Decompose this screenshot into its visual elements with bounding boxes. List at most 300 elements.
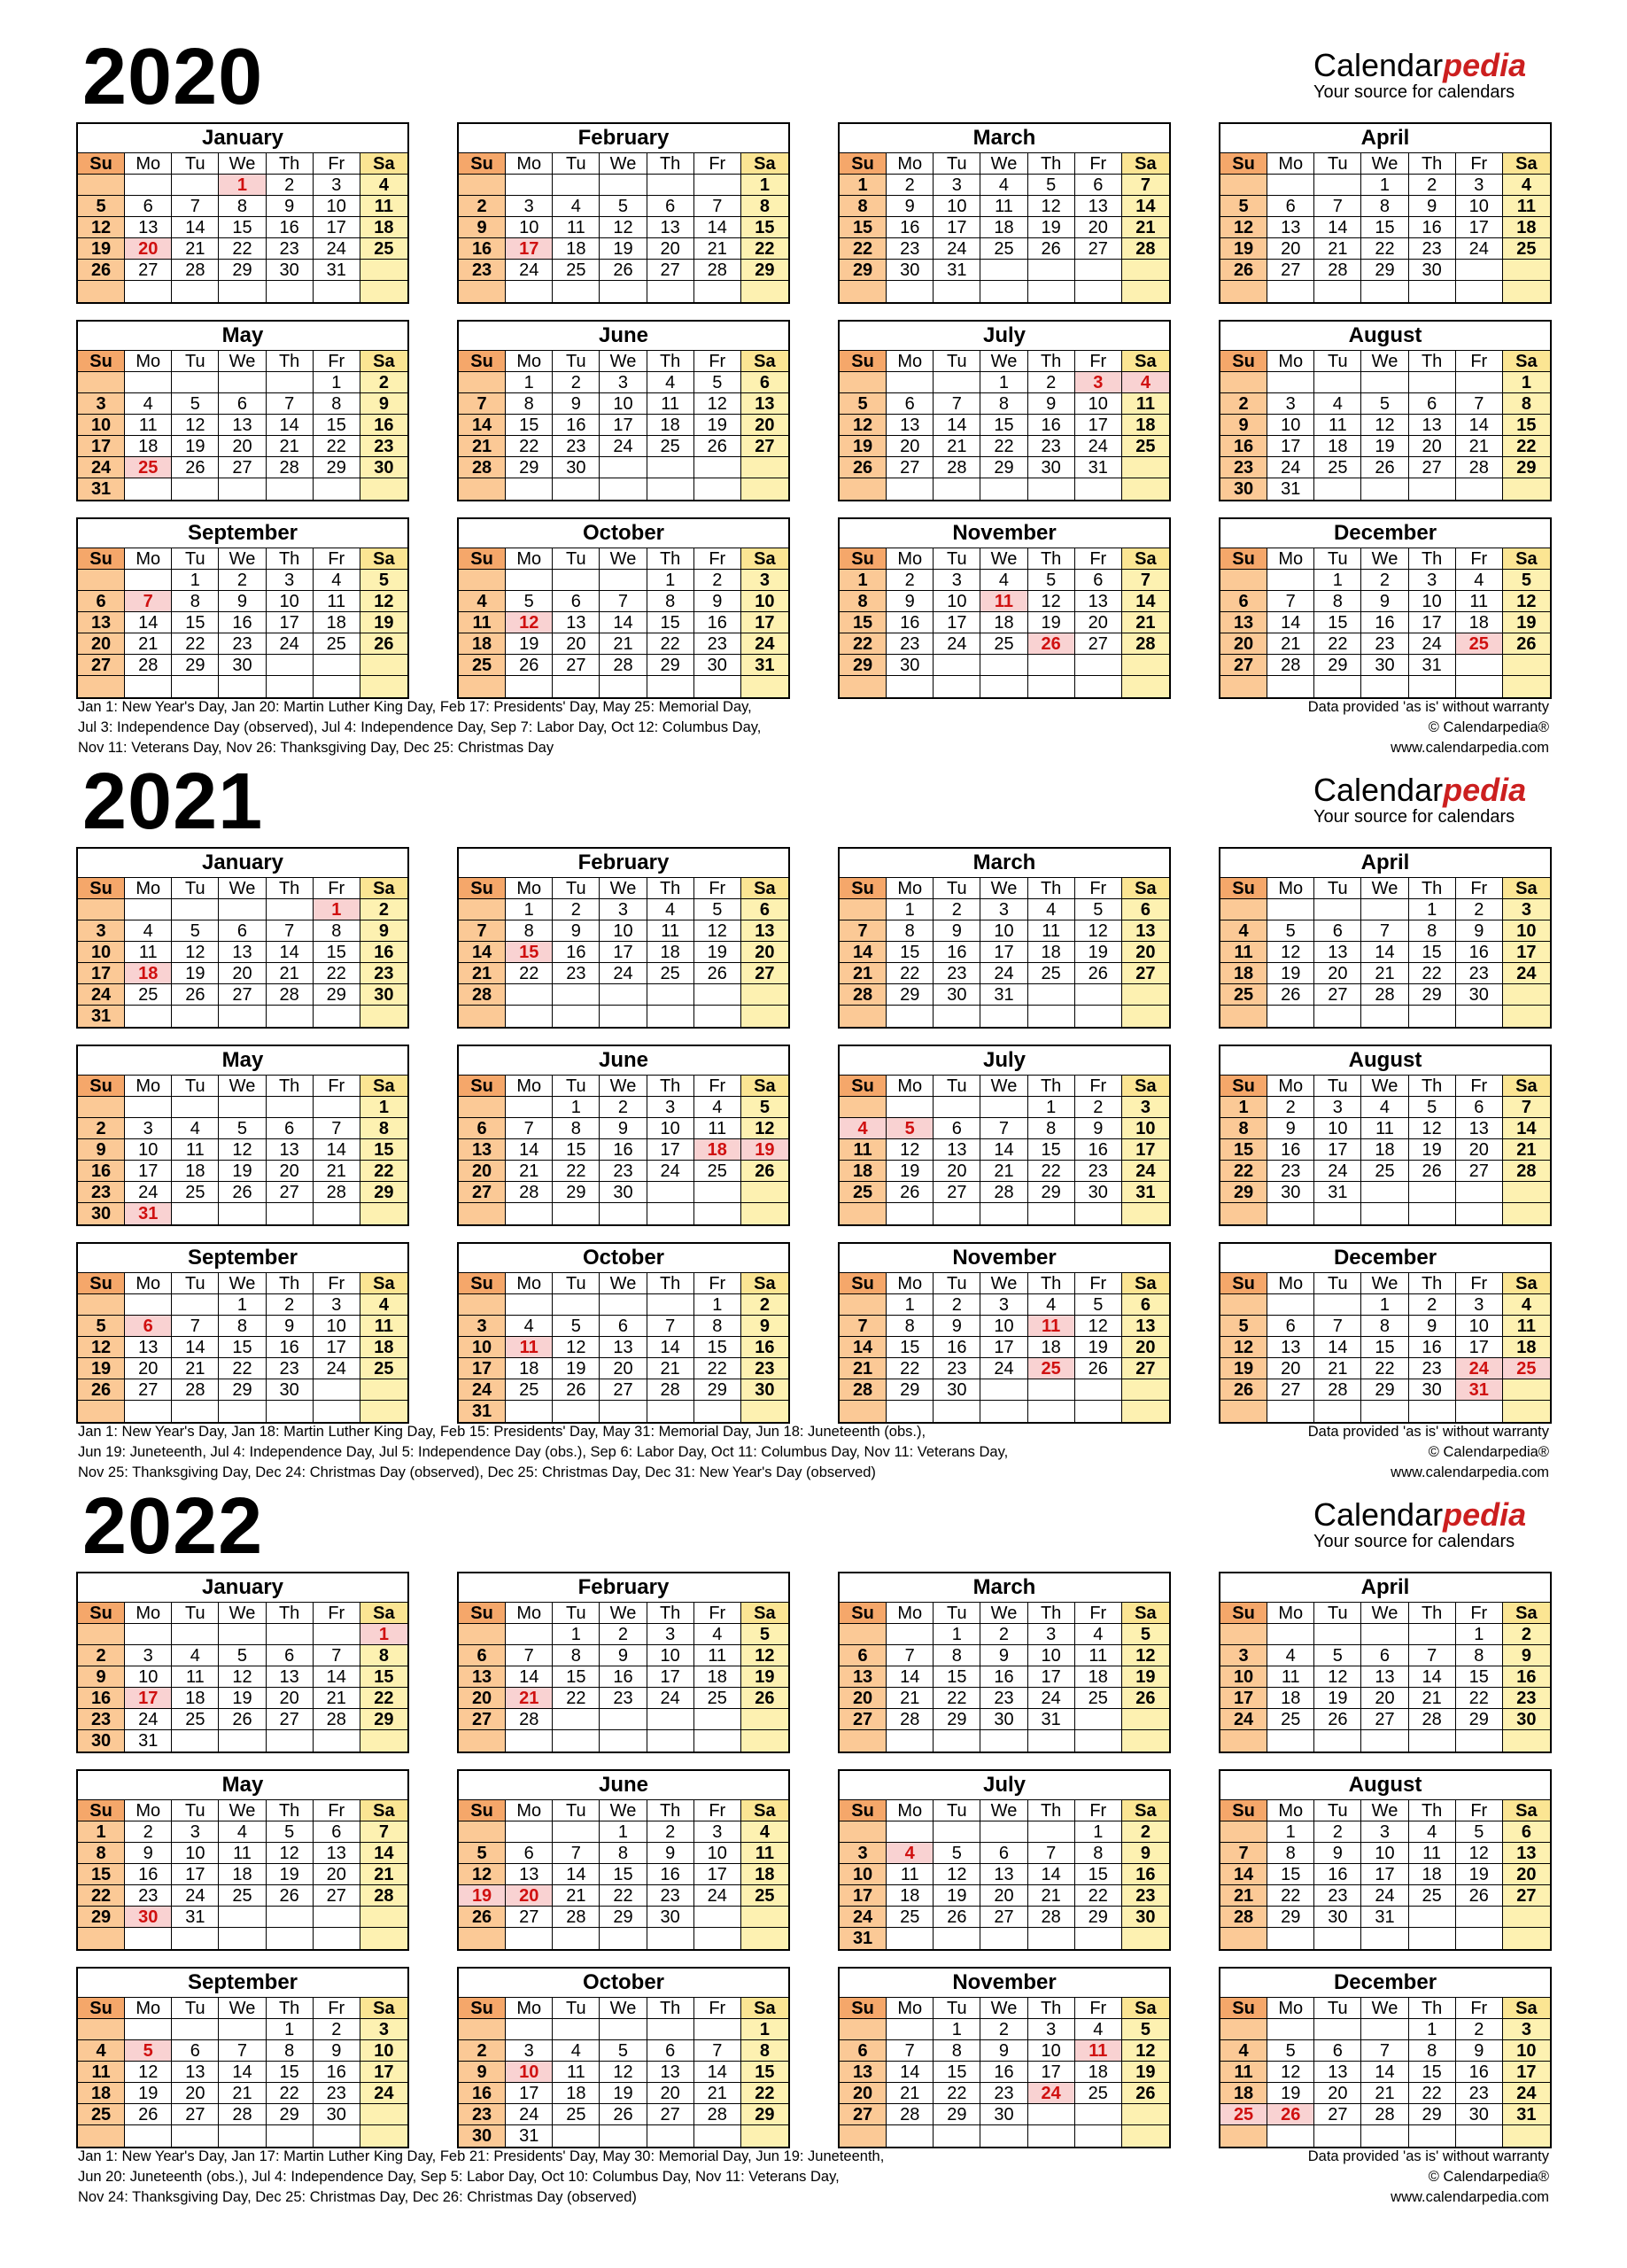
day-cell: 27 [1314, 2104, 1361, 2125]
weekday-header-fr: Fr [314, 1273, 360, 1294]
empty-cell [125, 1624, 172, 1645]
brand-name-accent: pedia [1443, 47, 1527, 83]
day-cell: 7 [1314, 196, 1361, 217]
empty-cell [1409, 281, 1456, 302]
empty-cell [1267, 1401, 1314, 1422]
empty-cell [1361, 372, 1408, 393]
day-cell: 10 [1028, 2040, 1075, 2062]
empty-cell [314, 1006, 360, 1027]
day-cell: 9 [1456, 920, 1503, 942]
weekday-header-fr: Fr [1456, 1076, 1503, 1097]
empty-cell [459, 1624, 506, 1645]
empty-cell [694, 457, 741, 478]
day-cell: 16 [694, 612, 741, 633]
day-cell: 5 [1122, 2019, 1169, 2040]
month-title: September [78, 1969, 407, 1998]
day-cell: 4 [1220, 2040, 1267, 2062]
empty-cell [459, 1203, 506, 1224]
day-cell: 18 [553, 2083, 600, 2104]
day-cell: 30 [1028, 457, 1075, 478]
empty-cell [219, 1730, 266, 1751]
empty-cell [1456, 260, 1503, 281]
day-cell: 14 [360, 1843, 407, 1864]
day-cell: 2 [459, 2040, 506, 2062]
day-cell: 8 [694, 1316, 741, 1337]
weekday-header-tu: Tu [1314, 878, 1361, 899]
day-cell: 23 [219, 633, 266, 655]
weekday-header-sa: Sa [1503, 351, 1550, 372]
weekday-header-sa: Sa [1503, 1076, 1550, 1097]
month-title: April [1220, 124, 1550, 153]
day-cell: 2 [267, 1294, 314, 1316]
weekday-header-sa: Sa [741, 878, 788, 899]
empty-cell [840, 1097, 887, 1118]
day-cell: 6 [934, 1118, 980, 1139]
weekday-header-fr: Fr [694, 1800, 741, 1821]
day-cell: 25 [459, 655, 506, 676]
empty-cell [980, 1730, 1027, 1751]
weekday-header-we: We [1361, 351, 1408, 372]
weekday-header-tu: Tu [934, 1076, 980, 1097]
day-cell: 7 [1361, 920, 1408, 942]
empty-cell [267, 1401, 314, 1422]
day-cell: 28 [1314, 260, 1361, 281]
weekday-header-sa: Sa [1122, 1998, 1169, 2019]
empty-cell [267, 676, 314, 697]
month-title: September [78, 519, 407, 548]
day-cell: 17 [172, 1864, 219, 1885]
empty-cell [647, 1203, 694, 1224]
day-cell: 4 [980, 570, 1027, 591]
weekday-header-sa: Sa [1503, 878, 1550, 899]
empty-cell [1028, 984, 1075, 1006]
day-cell: 23 [1456, 2083, 1503, 2104]
month-grid [1220, 351, 1550, 500]
day-cell: 1 [694, 1294, 741, 1316]
month-grid [459, 1603, 788, 1751]
day-cell: 1 [1409, 2019, 1456, 2040]
day-cell: 8 [360, 1118, 407, 1139]
day-cell: 19 [506, 633, 553, 655]
day-cell: 1 [267, 2019, 314, 2040]
empty-cell [1220, 570, 1267, 591]
day-cell: 19 [360, 612, 407, 633]
weekday-header-th: Th [267, 548, 314, 570]
day-cell: 12 [78, 1337, 125, 1358]
weekday-header-fr: Fr [314, 548, 360, 570]
empty-cell [219, 1624, 266, 1645]
day-cell: 19 [1361, 436, 1408, 457]
day-cell: 29 [934, 1709, 980, 1730]
empty-cell [219, 676, 266, 697]
day-cell: 6 [267, 1645, 314, 1666]
weekday-header-sa: Sa [741, 1273, 788, 1294]
empty-cell [647, 457, 694, 478]
weekday-header-su: Su [459, 548, 506, 570]
day-cell: 28 [553, 1907, 600, 1928]
day-cell: 7 [219, 2040, 266, 2062]
disclaimer-line: www.calendarpedia.com [1391, 1464, 1549, 1480]
day-cell: 22 [840, 238, 887, 260]
day-cell: 10 [1122, 1118, 1169, 1139]
day-cell: 19 [1075, 1337, 1122, 1358]
day-cell: 10 [267, 591, 314, 612]
weekday-header-mo: Mo [887, 548, 934, 570]
day-cell: 6 [1122, 899, 1169, 920]
weekday-header-tu: Tu [1314, 1998, 1361, 2019]
weekday-header-sa: Sa [1503, 548, 1550, 570]
empty-cell [267, 2125, 314, 2147]
day-cell: 14 [1361, 2062, 1408, 2083]
day-cell: 17 [694, 1864, 741, 1885]
day-cell: 10 [934, 591, 980, 612]
month-december [1219, 1242, 1552, 1424]
weekday-header-sa: Sa [1122, 1273, 1169, 1294]
empty-cell [314, 1730, 360, 1751]
day-cell: 1 [1220, 1097, 1267, 1118]
day-cell: 16 [553, 415, 600, 436]
day-cell: 21 [1409, 1688, 1456, 1709]
day-cell: 10 [1314, 1118, 1361, 1139]
brand-name [1313, 47, 1579, 83]
day-cell: 27 [1503, 1885, 1550, 1907]
weekday-header-tu: Tu [934, 548, 980, 570]
day-cell: 3 [1314, 1097, 1361, 1118]
day-cell: 2 [934, 1294, 980, 1316]
empty-cell [1456, 1182, 1503, 1203]
day-cell: 22 [840, 633, 887, 655]
month-march [838, 122, 1171, 304]
day-cell: 22 [1028, 1161, 1075, 1182]
empty-cell [980, 655, 1027, 676]
empty-cell [694, 1182, 741, 1203]
day-cell: 27 [1267, 260, 1314, 281]
day-cell: 5 [840, 393, 887, 415]
empty-cell [1456, 676, 1503, 697]
day-cell: 10 [1028, 1645, 1075, 1666]
day-cell: 18 [647, 415, 694, 436]
empty-cell [934, 478, 980, 500]
day-cell: 12 [1267, 2062, 1314, 2083]
day-cell: 15 [314, 415, 360, 436]
empty-cell [172, 1401, 219, 1422]
day-cell: 18 [1314, 436, 1361, 457]
empty-cell [506, 281, 553, 302]
weekday-header-th: Th [647, 548, 694, 570]
day-cell: 6 [1075, 570, 1122, 591]
weekday-header-su: Su [459, 1076, 506, 1097]
day-cell: 17 [314, 1337, 360, 1358]
empty-cell [600, 1730, 647, 1751]
day-cell: 22 [600, 1885, 647, 1907]
day-cell: 16 [980, 1666, 1027, 1688]
day-cell: 25 [360, 1358, 407, 1379]
month-grid [78, 1273, 407, 1422]
empty-cell [459, 281, 506, 302]
day-cell: 30 [219, 655, 266, 676]
day-cell: 20 [1456, 1139, 1503, 1161]
empty-cell [459, 1006, 506, 1027]
day-cell: 17 [1409, 612, 1456, 633]
day-cell: 29 [1456, 1709, 1503, 1730]
empty-cell [459, 676, 506, 697]
day-cell: 20 [1075, 612, 1122, 633]
day-cell: 20 [78, 633, 125, 655]
day-cell: 13 [840, 1666, 887, 1688]
weekday-header-su: Su [78, 1800, 125, 1821]
weekday-header-sa: Sa [1122, 1076, 1169, 1097]
empty-cell [647, 1294, 694, 1316]
empty-cell [741, 281, 788, 302]
day-cell: 17 [840, 1885, 887, 1907]
day-cell: 3 [506, 196, 553, 217]
day-cell: 31 [78, 1006, 125, 1027]
day-cell: 11 [125, 415, 172, 436]
day-cell: 15 [219, 217, 266, 238]
day-cell: 14 [1267, 612, 1314, 633]
day-cell: 6 [840, 1645, 887, 1666]
day-cell: 24 [1267, 457, 1314, 478]
day-cell: 26 [1075, 1358, 1122, 1379]
empty-cell [219, 1928, 266, 1949]
day-cell: 11 [741, 1843, 788, 1864]
month-september [76, 1967, 409, 2148]
day-cell: 3 [647, 1097, 694, 1118]
weekday-header-sa: Sa [741, 1800, 788, 1821]
day-cell: 24 [1503, 963, 1550, 984]
weekday-header-mo: Mo [887, 878, 934, 899]
empty-cell [1028, 2104, 1075, 2125]
day-cell: 27 [647, 260, 694, 281]
empty-cell [980, 1203, 1027, 1224]
day-cell: 13 [647, 2062, 694, 2083]
day-cell: 11 [1267, 1666, 1314, 1688]
day-cell: 7 [980, 1118, 1027, 1139]
holiday-day-cell: 10 [506, 2062, 553, 2083]
day-cell: 22 [741, 238, 788, 260]
day-cell: 26 [553, 1379, 600, 1401]
day-cell: 3 [694, 1821, 741, 1843]
empty-cell [1361, 899, 1408, 920]
day-cell: 26 [1361, 457, 1408, 478]
day-cell: 5 [1220, 1316, 1267, 1337]
day-cell: 2 [600, 1624, 647, 1645]
month-title: August [1220, 1046, 1550, 1076]
empty-cell [647, 1182, 694, 1203]
empty-cell [360, 676, 407, 697]
day-cell: 6 [1122, 1294, 1169, 1316]
day-cell: 9 [267, 196, 314, 217]
day-cell: 27 [172, 2104, 219, 2125]
empty-cell [314, 1401, 360, 1422]
day-cell: 19 [1122, 1666, 1169, 1688]
day-cell: 2 [1267, 1097, 1314, 1118]
empty-cell [980, 1097, 1027, 1118]
day-cell: 29 [1267, 1907, 1314, 1928]
weekday-header-sa: Sa [1122, 548, 1169, 570]
day-cell: 20 [647, 2083, 694, 2104]
day-cell: 17 [1267, 436, 1314, 457]
day-cell: 10 [1267, 415, 1314, 436]
weekday-header-su: Su [78, 1076, 125, 1097]
weekday-header-we: We [1361, 153, 1408, 175]
empty-cell [934, 281, 980, 302]
day-cell: 18 [647, 942, 694, 963]
day-cell: 20 [1503, 1864, 1550, 1885]
empty-cell [1503, 676, 1550, 697]
empty-cell [647, 281, 694, 302]
day-cell: 8 [1409, 2040, 1456, 2062]
day-cell: 8 [1267, 1843, 1314, 1864]
day-cell: 2 [459, 196, 506, 217]
day-cell: 27 [506, 1907, 553, 1928]
weekday-header-su: Su [1220, 878, 1267, 899]
day-cell: 26 [741, 1161, 788, 1182]
day-cell: 5 [600, 2040, 647, 2062]
month-grid [459, 1998, 788, 2147]
day-cell: 20 [219, 436, 266, 457]
weekday-header-we: We [980, 1800, 1027, 1821]
empty-cell [267, 655, 314, 676]
day-cell: 16 [887, 217, 934, 238]
empty-cell [125, 175, 172, 196]
empty-cell [1122, 655, 1169, 676]
day-cell: 1 [1267, 1821, 1314, 1843]
empty-cell [1314, 1401, 1361, 1422]
weekday-header-sa: Sa [360, 878, 407, 899]
day-cell: 16 [600, 1139, 647, 1161]
day-cell: 8 [887, 1316, 934, 1337]
day-cell: 22 [1409, 2083, 1456, 2104]
day-cell: 4 [1075, 2019, 1122, 2040]
day-cell: 12 [459, 1864, 506, 1885]
disclaimer-line: © Calendarpedia® [1428, 2169, 1549, 2185]
day-cell: 2 [1409, 1294, 1456, 1316]
day-cell: 16 [1456, 2062, 1503, 2083]
day-cell: 31 [1503, 2104, 1550, 2125]
month-march [838, 1572, 1171, 1753]
day-cell: 6 [219, 920, 266, 942]
day-cell: 26 [1267, 984, 1314, 1006]
empty-cell [459, 1928, 506, 1949]
empty-cell [1220, 1730, 1267, 1751]
empty-cell [1122, 1928, 1169, 1949]
holiday-day-cell: 4 [840, 1118, 887, 1139]
weekday-header-su: Su [1220, 548, 1267, 570]
day-cell: 4 [219, 1821, 266, 1843]
weekday-header-tu: Tu [553, 1603, 600, 1624]
day-cell: 30 [1361, 655, 1408, 676]
empty-cell [125, 478, 172, 500]
weekday-header-fr: Fr [314, 153, 360, 175]
day-cell: 15 [934, 2062, 980, 2083]
empty-cell [1503, 1379, 1550, 1401]
weekday-header-th: Th [1409, 1998, 1456, 2019]
weekday-header-su: Su [840, 1603, 887, 1624]
day-cell: 10 [1409, 591, 1456, 612]
day-cell: 19 [600, 238, 647, 260]
day-cell: 12 [1220, 1337, 1267, 1358]
empty-cell [980, 478, 1027, 500]
day-cell: 12 [172, 942, 219, 963]
day-cell: 30 [1409, 1379, 1456, 1401]
day-cell: 18 [1503, 1337, 1550, 1358]
day-cell: 14 [1456, 415, 1503, 436]
day-cell: 30 [1409, 260, 1456, 281]
empty-cell [694, 984, 741, 1006]
month-title: December [1220, 1244, 1550, 1273]
day-cell: 27 [1409, 457, 1456, 478]
weekday-header-we: We [219, 351, 266, 372]
day-cell: 13 [1409, 415, 1456, 436]
day-cell: 24 [314, 238, 360, 260]
holiday-day-cell: 11 [506, 1337, 553, 1358]
day-cell: 23 [600, 1161, 647, 1182]
day-cell: 3 [314, 175, 360, 196]
empty-cell [887, 478, 934, 500]
month-grid [78, 153, 407, 302]
day-cell: 25 [1122, 436, 1169, 457]
empty-cell [219, 478, 266, 500]
empty-cell [1075, 1379, 1122, 1401]
empty-cell [1503, 260, 1550, 281]
empty-cell [887, 2019, 934, 2040]
day-cell: 17 [1503, 2062, 1550, 2083]
day-cell: 26 [840, 457, 887, 478]
day-cell: 3 [980, 1294, 1027, 1316]
weekday-header-we: We [219, 1273, 266, 1294]
day-cell: 4 [1028, 1294, 1075, 1316]
empty-cell [459, 1294, 506, 1316]
day-cell: 11 [219, 1843, 266, 1864]
day-cell: 12 [1409, 1118, 1456, 1139]
empty-cell [1122, 457, 1169, 478]
day-cell: 19 [1220, 238, 1267, 260]
day-cell: 18 [694, 1666, 741, 1688]
month-title: November [840, 519, 1169, 548]
day-cell: 8 [1220, 1118, 1267, 1139]
weekday-header-we: We [600, 153, 647, 175]
empty-cell [980, 1821, 1027, 1843]
day-cell: 11 [647, 920, 694, 942]
day-cell: 10 [741, 591, 788, 612]
empty-cell [1028, 1006, 1075, 1027]
empty-cell [694, 1006, 741, 1027]
day-cell: 6 [1456, 1097, 1503, 1118]
weekday-header-tu: Tu [934, 1800, 980, 1821]
empty-cell [1028, 1928, 1075, 1949]
empty-cell [694, 2019, 741, 2040]
day-cell: 18 [1122, 415, 1169, 436]
day-cell: 7 [360, 1821, 407, 1843]
weekday-header-tu: Tu [1314, 351, 1361, 372]
day-cell: 7 [1220, 1843, 1267, 1864]
day-cell: 26 [741, 1688, 788, 1709]
brand-tagline: Your source for calendars [1313, 82, 1515, 102]
day-cell: 9 [360, 920, 407, 942]
month-grid [459, 1076, 788, 1224]
day-cell: 21 [840, 963, 887, 984]
empty-cell [840, 1203, 887, 1224]
weekday-header-we: We [1361, 548, 1408, 570]
empty-cell [1122, 1401, 1169, 1422]
weekday-header-su: Su [1220, 1800, 1267, 1821]
month-february [457, 847, 790, 1029]
day-cell: 5 [459, 1843, 506, 1864]
empty-cell [314, 1928, 360, 1949]
empty-cell [1075, 1730, 1122, 1751]
day-cell: 10 [600, 920, 647, 942]
